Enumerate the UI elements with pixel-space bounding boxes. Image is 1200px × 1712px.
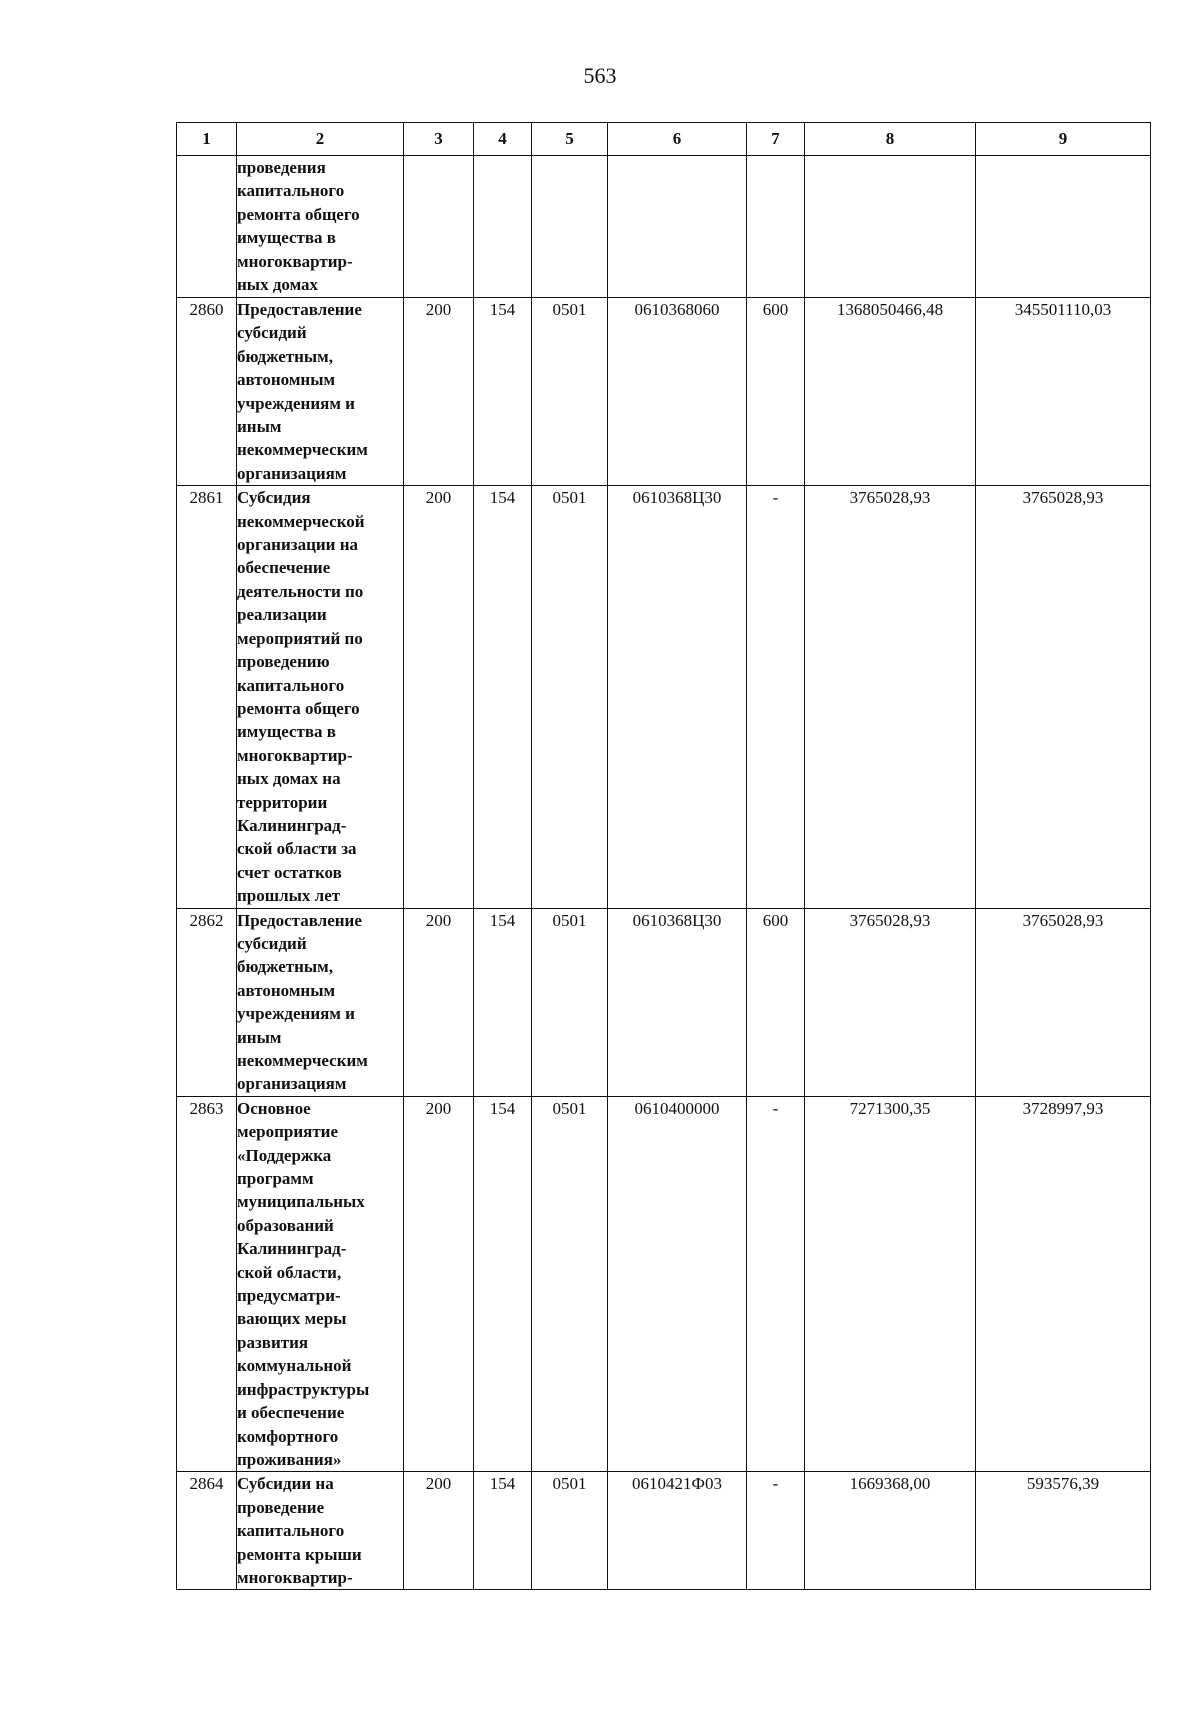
col9-amount: 3765028,93 xyxy=(976,908,1151,1096)
column-header: 2 xyxy=(237,123,404,156)
col3-value: 200 xyxy=(404,908,474,1096)
table-row xyxy=(177,156,1151,298)
col5-value: 0501 xyxy=(532,908,608,1096)
column-header: 1 xyxy=(177,123,237,156)
col7-value: - xyxy=(747,1096,805,1472)
col4-value: 154 xyxy=(474,1096,532,1472)
row-number xyxy=(177,156,237,298)
col4-value xyxy=(474,156,532,298)
col8-amount: 7271300,35 xyxy=(805,1096,976,1472)
table-row xyxy=(177,486,1151,908)
item-name: Субсидия некоммерческой организации на обеспечение деятельности по реализации мероприятий по проведению капитального ремонта общего имущества в многоквартир- ных домах на территории Калининград- ской области за счет остатков прошлых лет xyxy=(237,486,404,908)
table-row xyxy=(177,1096,1151,1472)
col9-amount: 593576,39 xyxy=(976,1472,1151,1590)
item-name: проведения капитального ремонта общего имущества в многоквартир- ных домах xyxy=(237,156,404,298)
col7-value: - xyxy=(747,486,805,908)
col3-value: 200 xyxy=(404,1096,474,1472)
col3-value: 200 xyxy=(404,486,474,908)
col5-value: 0501 xyxy=(532,298,608,486)
col3-value xyxy=(404,156,474,298)
col8-amount: 1368050466,48 xyxy=(805,298,976,486)
col9-amount: 3765028,93 xyxy=(976,486,1151,908)
col4-value: 154 xyxy=(474,298,532,486)
col7-value: 600 xyxy=(747,908,805,1096)
table-row xyxy=(177,908,1151,1096)
col4-value: 154 xyxy=(474,486,532,908)
budget-table xyxy=(176,122,1151,1590)
page-number: 563 xyxy=(583,63,617,88)
item-name: Предоставление субсидий бюджетным, автономным учреждениям и иным некоммерческим организациям xyxy=(237,908,404,1096)
row-number: 2861 xyxy=(177,486,237,908)
column-header: 6 xyxy=(608,123,747,156)
col5-value xyxy=(532,156,608,298)
col5-value: 0501 xyxy=(532,1472,608,1590)
table-row xyxy=(177,298,1151,486)
col4-value: 154 xyxy=(474,908,532,1096)
col6-value xyxy=(608,156,747,298)
col7-value xyxy=(747,156,805,298)
col6-value: 0610421Ф03 xyxy=(608,1472,747,1590)
col4-value: 154 xyxy=(474,1472,532,1590)
item-name: Предоставление субсидий бюджетным, автономным учреждениям и иным некоммерческим организациям xyxy=(237,298,404,486)
col7-value: - xyxy=(747,1472,805,1590)
col8-amount xyxy=(805,156,976,298)
column-header: 8 xyxy=(805,123,976,156)
header-row xyxy=(177,123,1151,156)
col8-amount: 1669368,00 xyxy=(805,1472,976,1590)
col9-amount xyxy=(976,156,1151,298)
col5-value: 0501 xyxy=(532,1096,608,1472)
col6-value: 0610368Ц30 xyxy=(608,486,747,908)
col3-value: 200 xyxy=(404,1472,474,1590)
col9-amount: 3728997,93 xyxy=(976,1096,1151,1472)
col6-value: 0610368Ц30 xyxy=(608,908,747,1096)
table-row xyxy=(177,1472,1151,1590)
col5-value: 0501 xyxy=(532,486,608,908)
row-number: 2862 xyxy=(177,908,237,1096)
row-number: 2860 xyxy=(177,298,237,486)
col9-amount: 345501110,03 xyxy=(976,298,1151,486)
row-number: 2863 xyxy=(177,1096,237,1472)
col6-value: 0610400000 xyxy=(608,1096,747,1472)
col3-value: 200 xyxy=(404,298,474,486)
column-header: 7 xyxy=(747,123,805,156)
item-name: Основное мероприятие «Поддержка программ муниципальных образований Калининград- ской области, предусматри- вающих меры развития коммунальной инфраструктуры и обеспечение комфортного проживания» xyxy=(237,1096,404,1472)
row-number: 2864 xyxy=(177,1472,237,1590)
col8-amount: 3765028,93 xyxy=(805,908,976,1096)
col8-amount: 3765028,93 xyxy=(805,486,976,908)
col7-value: 600 xyxy=(747,298,805,486)
column-header: 3 xyxy=(404,123,474,156)
column-header: 9 xyxy=(976,123,1151,156)
column-header: 5 xyxy=(532,123,608,156)
column-header: 4 xyxy=(474,123,532,156)
col6-value: 0610368060 xyxy=(608,298,747,486)
item-name: Субсидии на проведение капитального ремонта крыши многоквартир- xyxy=(237,1472,404,1590)
